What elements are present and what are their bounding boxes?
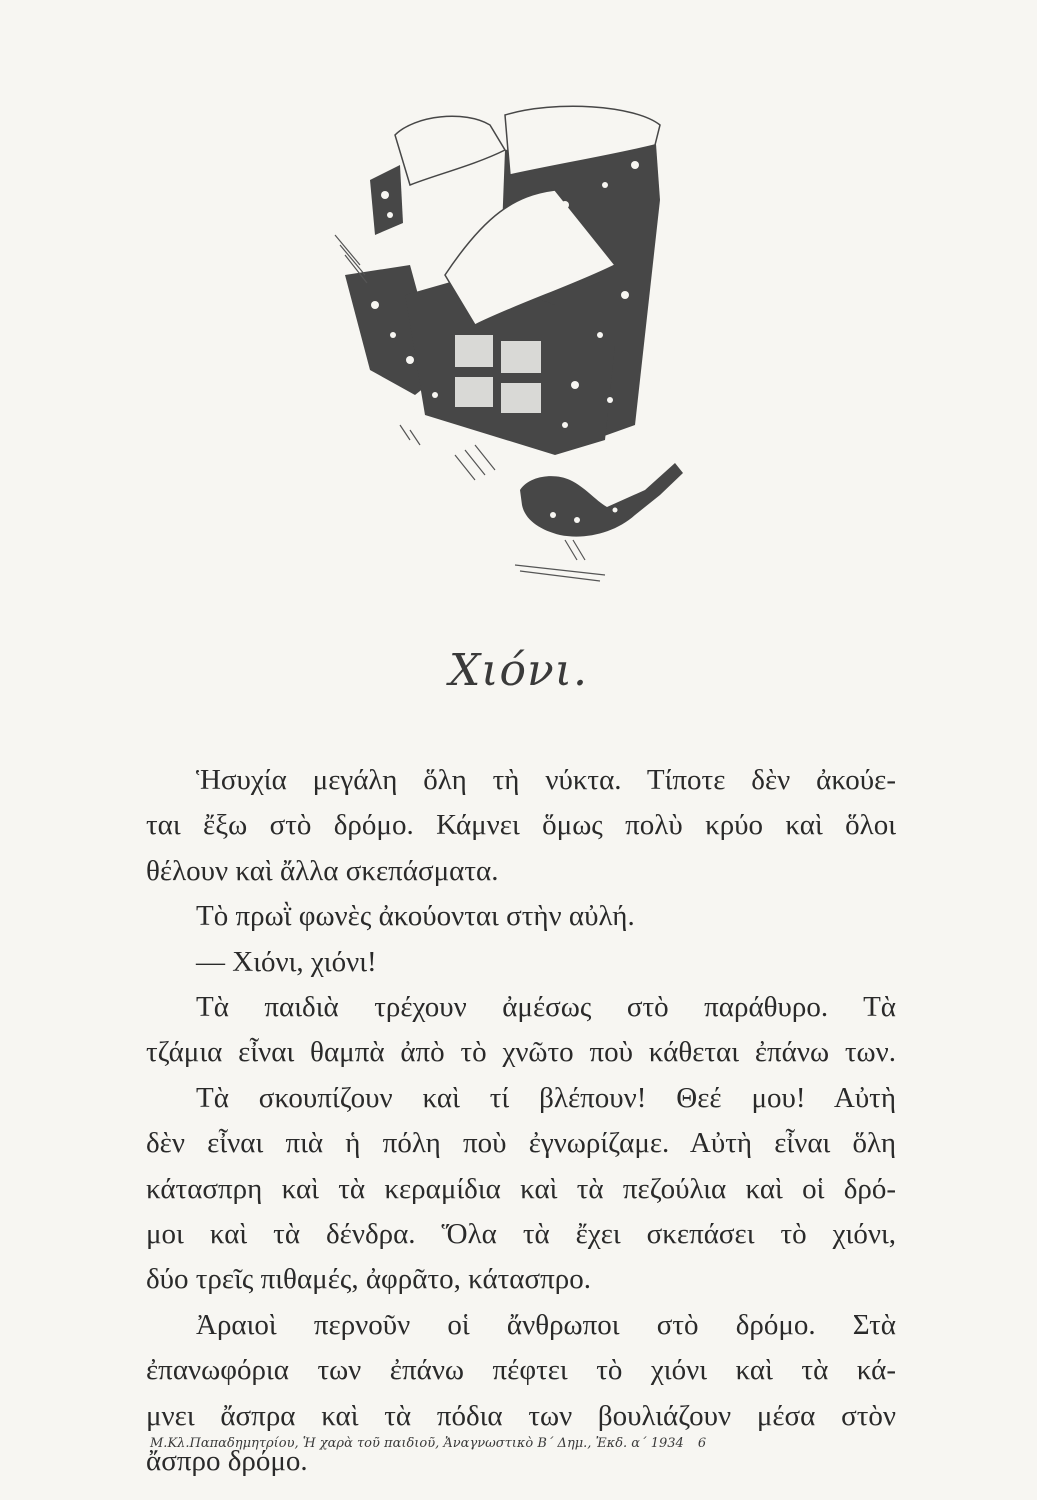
bird-shape <box>520 463 683 537</box>
window-pane <box>455 335 493 367</box>
window-pane <box>501 341 541 373</box>
body-text <box>146 758 896 1485</box>
window-pane <box>455 377 493 407</box>
text-line: Ἡσυχία μεγάλη ὅλη τὴ νύκτα. Τίποτε δὲν ἀκούε- <box>196 764 896 796</box>
text-line: Τὰ παιδιὰ τρέχουν ἀμέσως στὸ παράθυρο. Τὰ <box>196 991 896 1024</box>
text-line: μοι καὶ τὰ δένδρα. Ὅλα τὰ ἔχει σκεπάσει τὸ χιόνι, <box>146 1218 896 1251</box>
text-line: θέλουν καὶ ἄλλα σκεπάσματα. <box>146 854 499 887</box>
roof-snow <box>395 116 505 185</box>
text-line: Τὸ πρωῒ φωνὲς ἀκούονται στὴν αὐλή. <box>196 900 635 933</box>
text-line: ἐπανωφόρια των ἐπάνω πέφτει τὸ χιόνι καὶ τὰ κά- <box>146 1354 896 1387</box>
window-pane <box>501 383 541 413</box>
text-line: κάτασπρη καὶ τὰ κεραμίδια καὶ τὰ πεζούλια καὶ οἱ δρό- <box>146 1172 896 1205</box>
footer <box>150 1436 890 1451</box>
text-line: δὲν εἶναι πιὰ ἡ πόλη ποὺ ἐγνωρίζαμε. Αὐτὴ εἶναι ὅλη <box>146 1127 896 1160</box>
text-line: Ἀραιοὶ περνοῦν οἱ ἄνθρωποι στὸ δρόμο. Στὰ <box>196 1308 896 1341</box>
text-line: δύο τρεῖς πιθαμές, ἀφρᾶτο, κάτασπρο. <box>146 1263 591 1296</box>
text-line: τζάμια εἶναι θαμπὰ ἀπὸ τὸ χνῶτο ποὺ κάθεται ἐπάνω των. <box>146 1036 896 1069</box>
text-line: ται ἔξω στὸ δρόμο. Κάμνει ὅμως πολὺ κρύο καὶ ὅλοι <box>146 809 896 842</box>
page-number: 6 <box>697 1436 707 1451</box>
snow-house-illustration <box>315 95 715 605</box>
footer-citation: Μ.Κλ.Παπαδημητρίου, Ἡ χαρὰ τοῦ παιδιοῦ, Ἀναγνωστικὸ Β΄ Δημ., Ἐκδ. α΄ 1934 <box>150 1436 684 1451</box>
text-line: μνει ἄσπρα καὶ τὰ πόδια των βουλιάζουν μέσα στὸν <box>146 1399 896 1432</box>
text-line: ἄσπρο δρόμο. <box>146 1445 308 1478</box>
chimney-shape <box>370 165 403 235</box>
text-line: Τὰ σκουπίζουν καὶ τί βλέπουν! Θεέ μου! Αὐτὴ <box>196 1081 896 1114</box>
page-title: Χιόνι. <box>448 645 589 696</box>
text-line: — Χιόνι, χιόνι! <box>196 945 377 978</box>
